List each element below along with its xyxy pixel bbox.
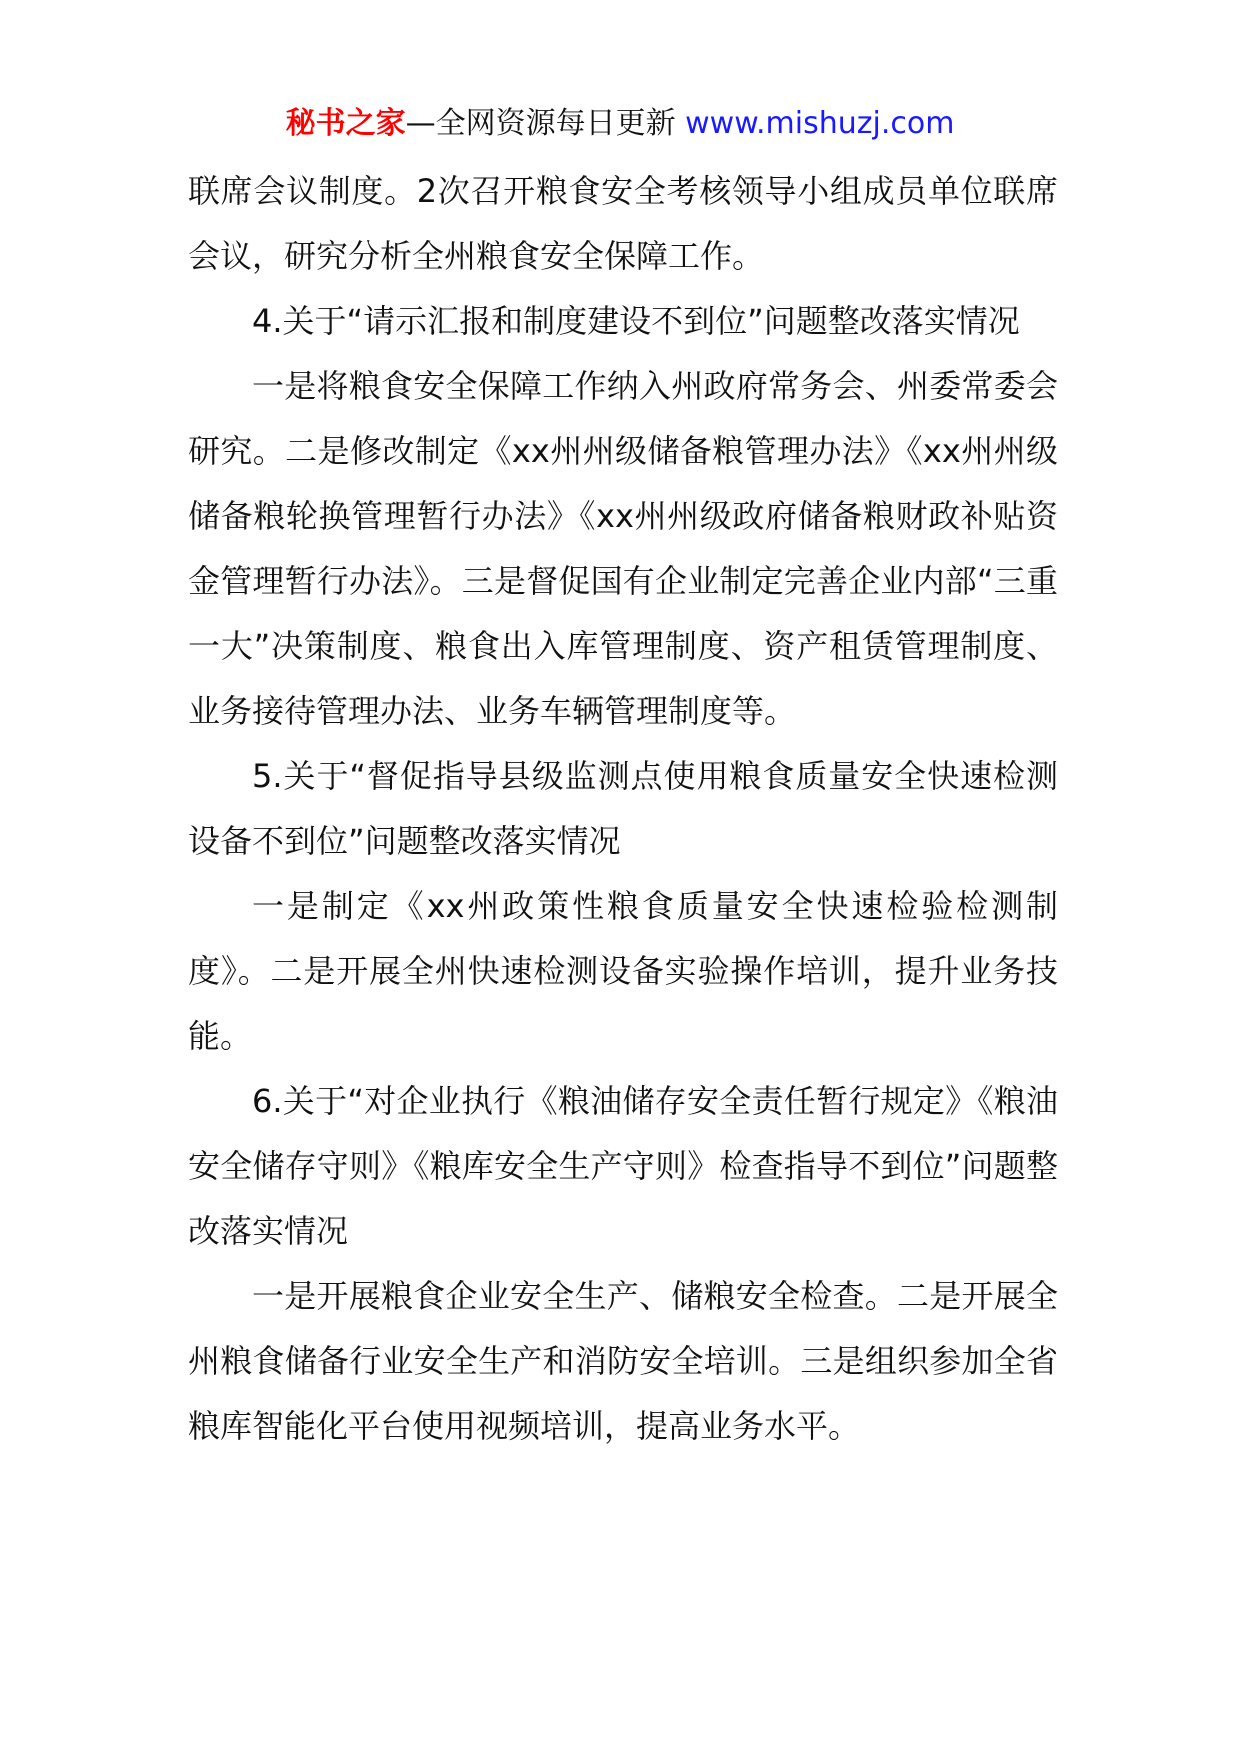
document-body — [188, 159, 1058, 1459]
page-header — [0, 100, 1240, 148]
brand-name: 秘书之家 — [285, 106, 406, 141]
section-heading-4: 4.关于“请示汇报和制度建设不到位”问题整改落实情况 — [252, 302, 1020, 340]
header-tagline: —全网资源每日更新 — [405, 106, 676, 141]
paragraph-section-6: 一是开展粮食企业安全生产、储粮安全检查。二是开展全州粮食储备行业安全生产和消防安全培训。三是组织参加全省粮库智能化平台使用视频培训，提高业务水平。 — [188, 1277, 1058, 1445]
paragraph-continuation: 联席会议制度。2次召开粮食安全考核领导小组成员单位联席会议，研究分析全州粮食安全保障工作。 — [188, 172, 1058, 275]
section-heading-5: 5.关于“督促指导县级监测点使用粮食质量安全快速检测设备不到位”问题整改落实情况 — [188, 757, 1058, 860]
paragraph-section-4: 一是将粮食安全保障工作纳入州政府常务会、州委常委会研究。二是修改制定《xx州州级储备粮管理办法》《xx州州级储备粮轮换管理暂行办法》《xx州州级政府储备粮财政补贴资金管理暂行办法》。三是督促国有企业制定完善企业内部“三重一大”决策制度、粮食出入库管理制度、资产租赁管理制度、业务接待管理办法、业务车辆管理制度等。 — [188, 367, 1058, 730]
section-heading-6: 6.关于“对企业执行《粮油储存安全责任暂行规定》《粮油安全储存守则》《粮库安全生产守则》检查指导不到位”问题整改落实情况 — [188, 1082, 1058, 1250]
site-url[interactable]: www.mishuzj.com — [685, 106, 955, 141]
paragraph-section-5: 一是制定《xx州政策性粮食质量安全快速检验检测制度》。二是开展全州快速检测设备实验操作培训，提升业务技能。 — [188, 887, 1058, 1055]
